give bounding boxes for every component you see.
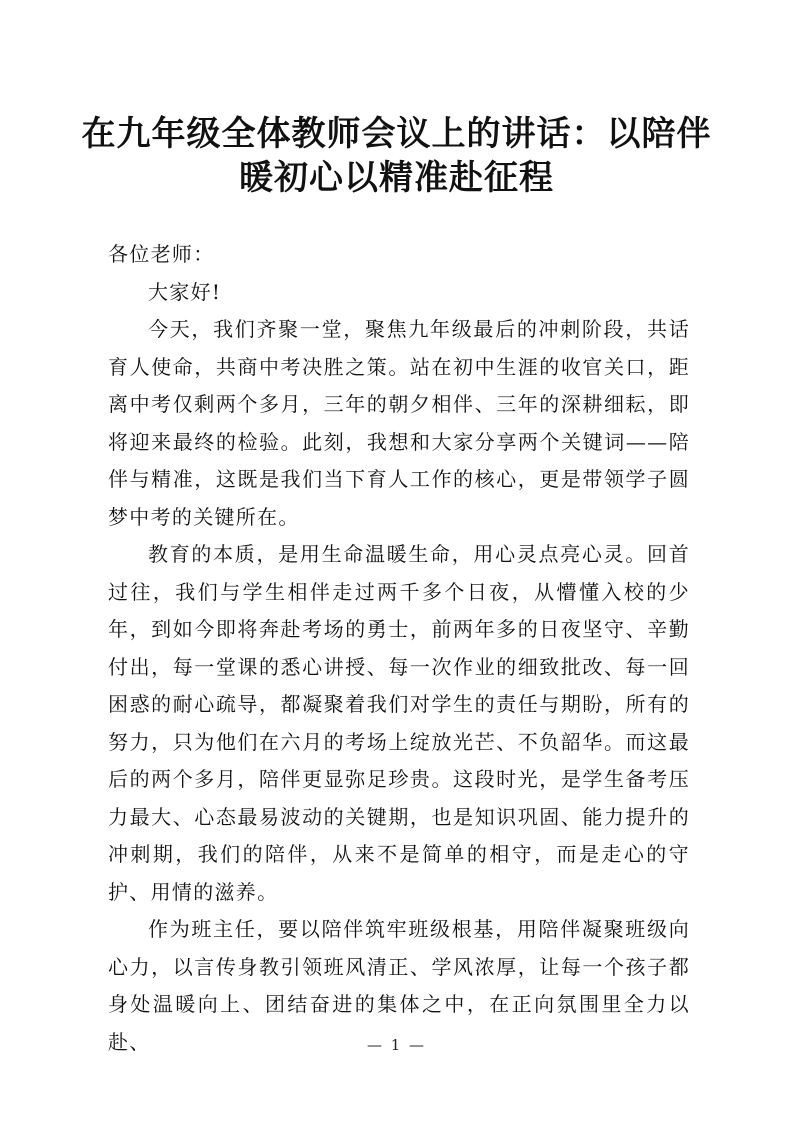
- paragraph-3: 作为班主任，要以陪伴筑牢班级根基，用陪伴凝聚班级向心力，以言传身教引领班风清正、学风浓厚，让每一个孩子都身处温暖向上、团结奋进的集体之中，在正向氛围里全力以赴、: [108, 917, 690, 1054]
- paragraph-2: 教育的本质，是用生命温暖生命，用心灵点亮心灵。回首过往，我们与学生相伴走过两千多个日夜，从懵懂入校的少年，到如今即将奔赴考场的勇士，前两年多的日夜坚守、辛勤付出，每一堂课的悉心讲授、每一次作业的细致批改、每一回困惑的耐心疏导，都凝聚着我们对学生的责任与期盼，所有的努力，只为他们在六月的考场上绽放光芒、不负韶华。而这最后的两个多月，陪伴更显弥足珍贵。这段时光，是学生备考压力最大、心态最易波动的关键期，也是知识巩固、能力提升的冲刺期，我们的陪伴，从来不是简单的相守，而是走心的守护、用情的滋养。: [108, 542, 690, 904]
- paragraph-1: 今天，我们齐聚一堂，聚焦九年级最后的冲刺阶段，共话育人使命，共商中考决胜之策。站在初中生涯的收官关口，距离中考仅剩两个多月，三年的朝夕相伴、三年的深耕细耘，即将迎来最终的检验。此刻，我想和大家分享两个关键词——陪伴与精准，这既是我们当下育人工作的核心，更是带领学子圆梦中考的关键所在。: [108, 317, 690, 529]
- document-body: [108, 236, 690, 1061]
- salutation: 各位老师：: [108, 242, 215, 266]
- title-line-2: 暖初心以精准赴征程: [239, 158, 554, 198]
- title-line-1: 在九年级全体教师会议上的讲话：以陪伴: [81, 114, 712, 154]
- greeting: 大家好!: [148, 279, 222, 304]
- page-number: — 1 —: [366, 1036, 427, 1054]
- document-title: [60, 112, 733, 200]
